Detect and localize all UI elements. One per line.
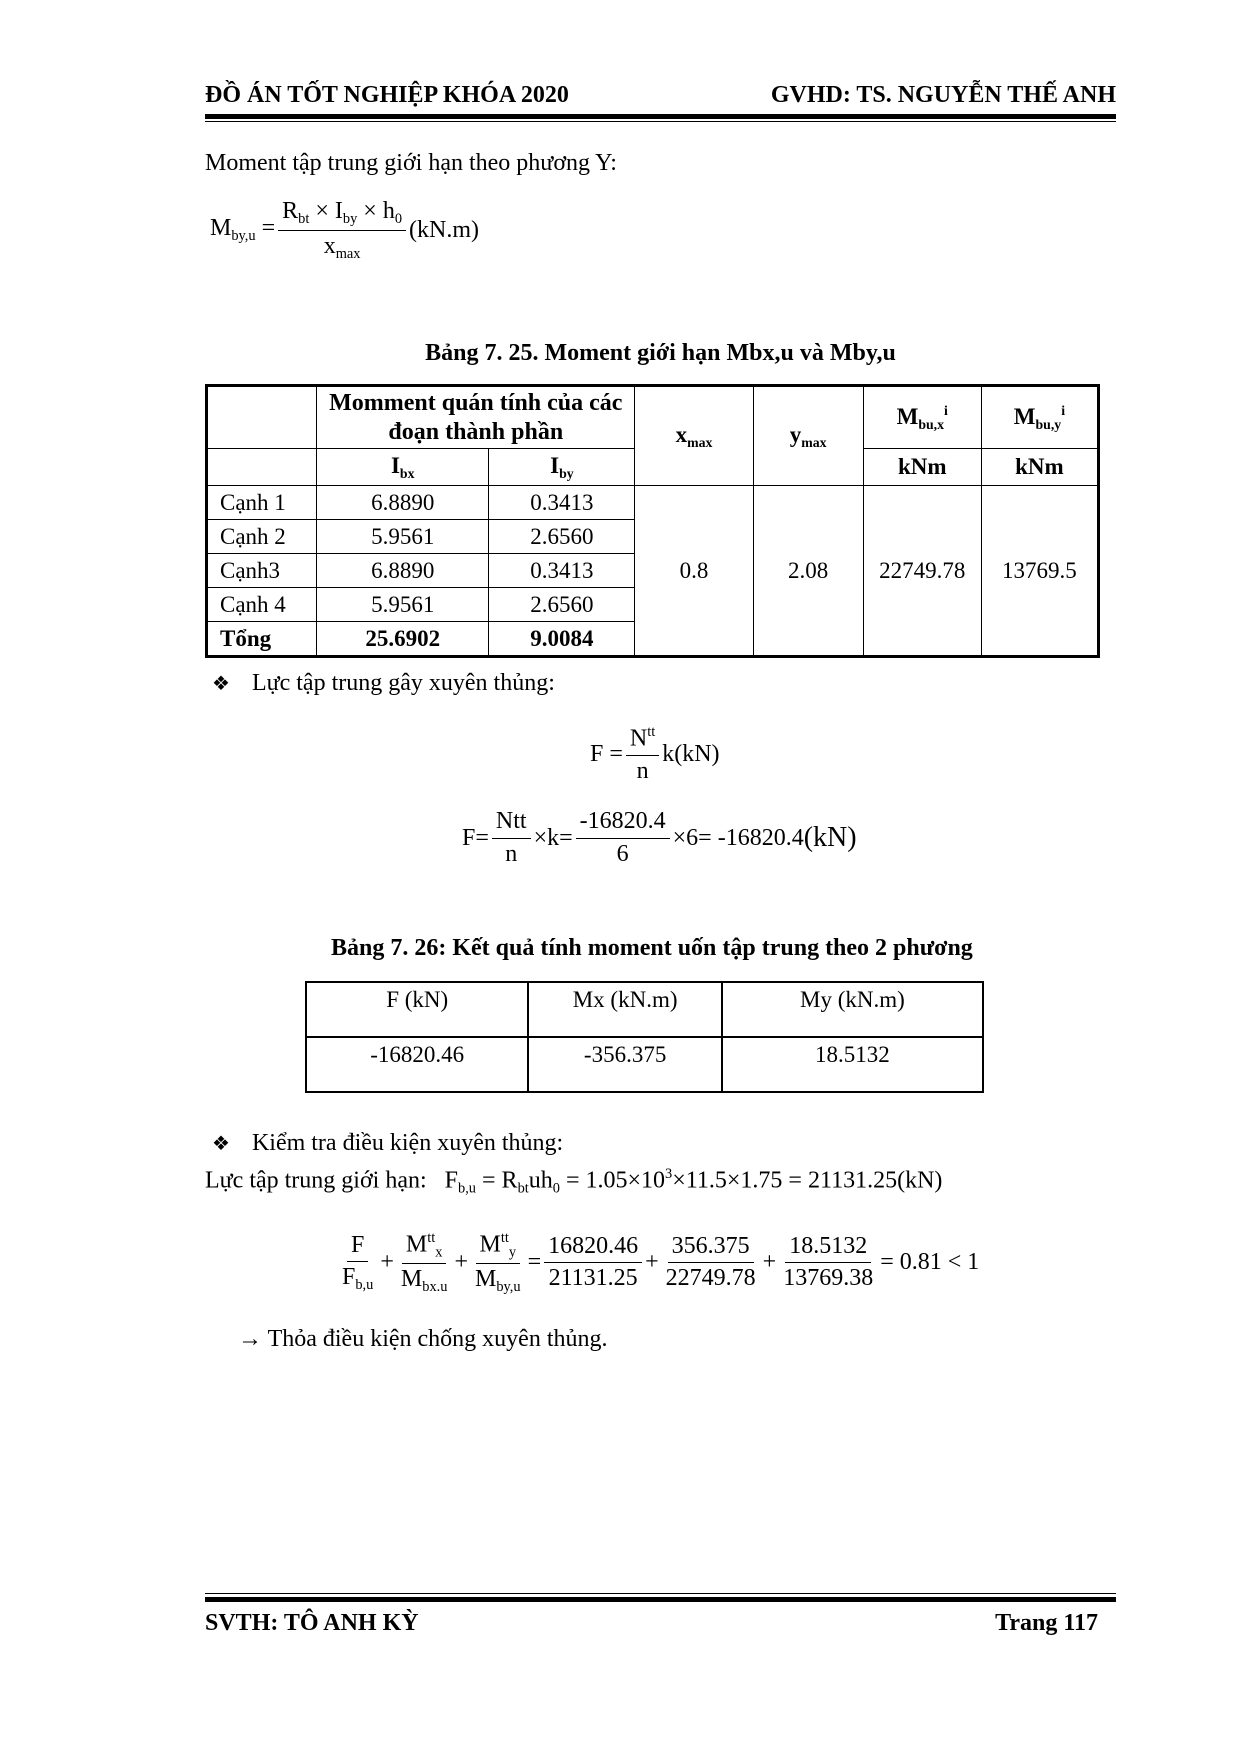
footer-left: SVTH: TÔ ANH KỲ [205, 1610, 419, 1636]
table1-caption: Bảng 7. 25. Moment giới hạn Mbx,u và Mby,u [425, 340, 896, 366]
table1-mbuy-header: $M_{bu,y}^i$ [981, 386, 1098, 449]
table-total-iby: 9.0084 [489, 622, 635, 657]
table1-ibx-header: $I_{bx}$ [317, 449, 489, 486]
table-total-ibx: 25.6902 [317, 622, 489, 657]
table2-value-f: -16820.46 [306, 1037, 528, 1092]
table-cell-ibx: 5.9561 [317, 520, 489, 554]
formula-f-value: F= $\frac{\text{Ntt}}{n}$ ×k= $\frac{-16820.4}{6}$ ×6= -16820.4 (kN) [462, 808, 857, 867]
header-rule-thin [205, 121, 1116, 122]
table2-header-f: F (kN) [306, 982, 528, 1037]
table-cell-iby: 2.6560 [489, 520, 635, 554]
table1-group-header: Momment quán tính của các đoạn thành phần [317, 386, 635, 449]
formula-f: F = $\frac{N^{tt}}{n}$ k(kN) [590, 724, 720, 784]
table-cell-ibx: 6.8890 [317, 486, 489, 520]
table1-xmax-value: 0.8 [635, 486, 753, 657]
bullet-punching-force: ❖ Lực tập trung gây xuyên thủng: [212, 670, 555, 696]
formula-mby: $M_{by,u}$ = $\frac{R_{bt} \times I_{by} \times h_0}{x_{max}}$ (kN.m) [210, 198, 480, 262]
table1-unit-y: kNm [981, 449, 1098, 486]
footer-rule-thin [205, 1593, 1116, 1594]
header-left: ĐỒ ÁN TỐT NGHIỆP KHÓA 2020 [205, 82, 569, 108]
limit-force-line: Lực tập trung giới hạn: $F_{b,u} = R_{bt}uh_0 = 1.05\times 10^3\times 11.5\times 1.75 = 21131.25(kN)$ [205, 1166, 943, 1197]
table2-header-mx: Mx (kN.m) [528, 982, 721, 1037]
table2-caption: Bảng 7. 26: Kết quả tính moment uốn tập trung theo 2 phương [331, 935, 973, 961]
table2-value-mx: -356.375 [528, 1037, 721, 1092]
table-cell-iby: 2.6560 [489, 588, 635, 622]
table1-xmax-header: $x_{max}$ [635, 386, 753, 486]
table-row-name: Cạnh3 [207, 554, 317, 588]
table1-mbuy-value: 13769.5 [981, 486, 1098, 657]
table1-corner-2 [207, 449, 317, 486]
table2-header-my: My (kN.m) [722, 982, 983, 1037]
table-total-name: Tổng [207, 622, 317, 657]
table-cell-iby: 0.3413 [489, 486, 635, 520]
table-row-name: Cạnh 2 [207, 520, 317, 554]
table-row-name: Cạnh 1 [207, 486, 317, 520]
table-cell-ibx: 6.8890 [317, 554, 489, 588]
table2-value-my: 18.5132 [722, 1037, 983, 1092]
table1-mbux-value: 22749.78 [863, 486, 981, 657]
diamond-bullet-icon: ❖ [212, 1133, 230, 1155]
bullet-check: ❖ Kiểm tra điều kiện xuyên thủng: [212, 1130, 564, 1156]
footer-right: Trang 117 [995, 1610, 1098, 1636]
table1-iby-header: $I_{by}$ [489, 449, 635, 486]
header-right: GVHD: TS. NGUYỄN THẾ ANH [770, 82, 1116, 108]
intro-text: Moment tập trung giới hạn theo phương Y: [205, 150, 617, 176]
diamond-bullet-icon: ❖ [212, 673, 230, 695]
conclusion-text: → Thỏa điều kiện chống xuyên thủng. [238, 1326, 608, 1352]
table-cell-ibx: 5.9561 [317, 588, 489, 622]
table1-corner [207, 386, 317, 449]
header-rule [205, 114, 1116, 119]
table1-unit-x: kNm [863, 449, 981, 486]
punching-check-formula: $\frac{F}{F_{b,u}}$ + $\frac{M^{tt}_x}{M_{bx.u}}$ + $\frac{M^{tt}_y}{M_{by,u}}$ = $\frac{16820.46}{21131.25}$ + $\frac{356.375}{22749.78}$ + $\frac{18.5132}{13769.38}$ = 0.81 < 1 [342, 1230, 980, 1295]
moment-table [205, 384, 1100, 658]
table-cell-iby: 0.3413 [489, 554, 635, 588]
table-row-name: Cạnh 4 [207, 588, 317, 622]
table1-ymax-header: $y_{max}$ [753, 386, 863, 486]
table1-ymax-value: 2.08 [753, 486, 863, 657]
table1-mbux-header: $M_{bu,x}^i$ [863, 386, 981, 449]
moment-result-table [305, 981, 984, 1093]
footer-rule [205, 1597, 1116, 1602]
